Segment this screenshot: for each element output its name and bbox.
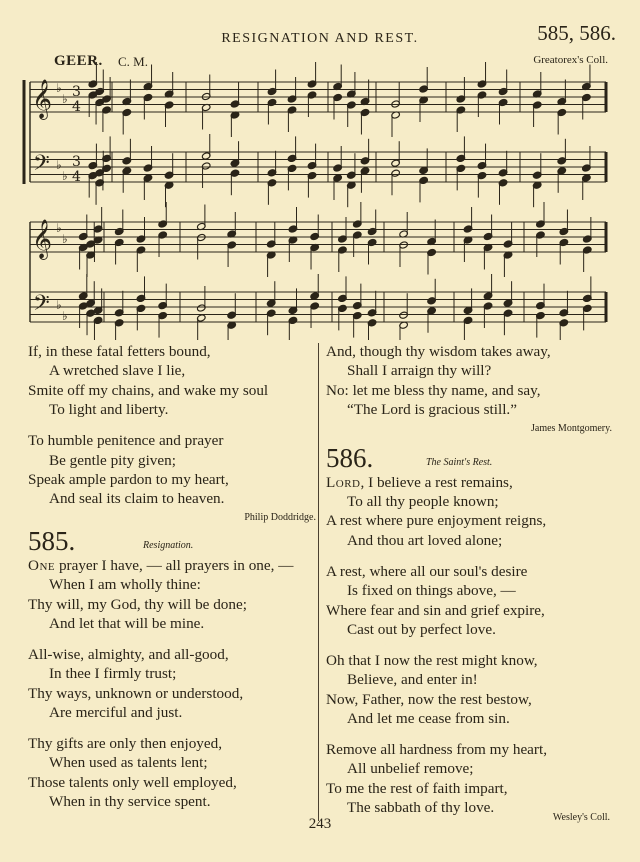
- hymn-586-heading: [326, 443, 612, 473]
- stanza: [326, 473, 612, 551]
- hymn-number: 586.: [326, 442, 374, 473]
- stanza: [28, 734, 316, 812]
- verse-line: All-wise, almighty, and all-good,: [28, 645, 229, 663]
- verse-line: One prayer I have, — all prayers in one, —: [28, 556, 294, 574]
- verse-line: Is fixed on things above, —: [347, 582, 516, 600]
- verse-line: Remove all hardness from my heart,: [326, 741, 547, 759]
- time-signature: 3: [72, 154, 81, 170]
- treble-clef: 𝄞: [32, 219, 53, 259]
- verse-line: When in thy service spent.: [49, 793, 211, 811]
- verse-line: In thee I firmly trust;: [49, 665, 177, 683]
- verse-line: Thy gifts are only then enjoyed,: [28, 735, 223, 753]
- page-number: 243: [308, 816, 332, 832]
- verse-line: Thy will, my God, thy will be done;: [28, 595, 247, 613]
- flat-sign: ♭: [62, 309, 68, 323]
- stanza: [326, 651, 612, 729]
- verse-line: Now, Father, now the rest bestow,: [326, 690, 532, 708]
- verse-line: Where fear and sin and grief expire,: [326, 601, 545, 619]
- stanza: [28, 431, 316, 509]
- verse-line: To all thy people known;: [347, 492, 499, 510]
- verse-line: No: let me bless thy name, and say,: [326, 381, 541, 399]
- bass-clef: 𝄢: [33, 291, 50, 321]
- verse-line: “The Lord is gracious still.”: [347, 401, 517, 419]
- stanza: [326, 342, 612, 420]
- verse-line: Those talents only well employed,: [28, 773, 237, 791]
- right-text-column: [326, 342, 612, 818]
- author-attribution: James Montgomery.: [530, 422, 612, 434]
- verse-line: Believe, and enter in!: [347, 671, 478, 689]
- verse-line: Smite off my chains, and wake my soul: [28, 381, 269, 399]
- verse-line: And thou art loved alone;: [347, 531, 503, 549]
- music-score: [0, 0, 640, 340]
- verse-line: A wretched slave I lie,: [49, 362, 186, 380]
- verse-line: Oh that I now the rest might know,: [326, 651, 538, 669]
- hymn-subtitle: Resignation.: [143, 539, 194, 551]
- verse-line: All unbelief remove;: [347, 760, 474, 778]
- tune-source: Greatorex's Coll.: [533, 54, 608, 66]
- stanza: [28, 645, 316, 723]
- author-attribution: Wesley's Coll.: [552, 812, 610, 823]
- verse-line: The sabbath of thy love.: [347, 799, 495, 817]
- first-word: Lord: [326, 473, 361, 491]
- tune-name: GEER.: [54, 53, 103, 69]
- flat-sign: ♭: [56, 298, 62, 312]
- verse-line: To light and liberty.: [49, 401, 169, 419]
- verse-line: A rest where pure enjoyment reigns,: [326, 512, 547, 530]
- verse-line: And seal its claim to heaven.: [49, 490, 225, 508]
- verse-line: If, in these fatal fetters bound,: [28, 343, 211, 360]
- flat-sign: ♭: [56, 221, 62, 235]
- flat-sign: ♭: [56, 158, 62, 172]
- column-divider: [318, 343, 319, 821]
- page-header-hymn-numbers: 585, 586.: [537, 21, 616, 45]
- stanza: [28, 556, 316, 634]
- verse-line: Are merciful and just.: [49, 704, 183, 722]
- verse-line: Shall I arraign thy will?: [347, 362, 492, 380]
- verse-line: To humble penitence and prayer: [28, 432, 224, 450]
- flat-sign: ♭: [56, 81, 62, 95]
- hymn-585-heading: [28, 526, 316, 556]
- verse-line: Speak ample pardon to my heart,: [28, 470, 229, 488]
- verse-line: When used as talents lent;: [49, 754, 208, 772]
- verse-line: Lord, I believe a rest remains,: [326, 473, 513, 491]
- flat-sign: ♭: [62, 232, 68, 246]
- left-text-column: [28, 342, 316, 812]
- verse-line: And let me cease from sin.: [347, 710, 510, 728]
- flat-sign: ♭: [62, 169, 68, 183]
- verse-line: And let that will be mine.: [49, 614, 205, 632]
- time-signature: 4: [72, 169, 81, 185]
- verse-line: When I am wholly thine:: [49, 576, 201, 594]
- verse-line: Cast out by perfect love.: [347, 620, 496, 638]
- stanza: [326, 562, 612, 640]
- verse-line: Be gentle pity given;: [49, 451, 176, 469]
- hymn-subtitle: The Saint's Rest.: [426, 456, 493, 468]
- author-attribution: Philip Doddridge.: [244, 511, 316, 523]
- time-signature: 3: [72, 84, 81, 100]
- verse-line: To me the rest of faith impart,: [326, 779, 508, 797]
- bass-clef: 𝄢: [33, 151, 50, 181]
- verse-line: Thy ways, unknown or understood,: [28, 684, 244, 702]
- flat-sign: ♭: [62, 92, 68, 106]
- first-word: One: [28, 556, 56, 574]
- hymn-number: 585.: [28, 525, 76, 556]
- verse-line: A rest, where all our soul's desire: [326, 562, 528, 580]
- stanza: [28, 342, 316, 420]
- verse-line: And, though thy wisdom takes away,: [326, 343, 551, 360]
- stanza: [326, 740, 612, 818]
- tune-meter: C. M.: [118, 54, 148, 69]
- treble-clef: 𝄞: [32, 79, 53, 119]
- page-header-title: RESIGNATION AND REST.: [221, 31, 419, 46]
- time-signature: 4: [72, 99, 81, 115]
